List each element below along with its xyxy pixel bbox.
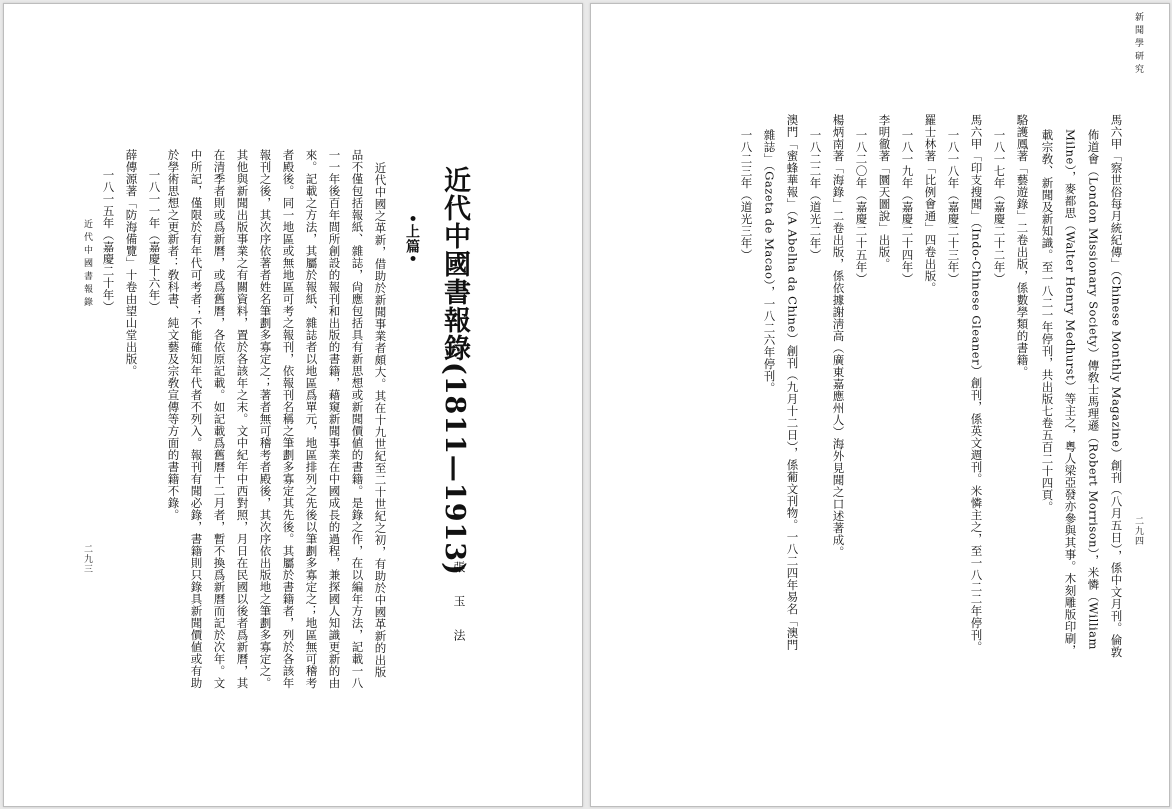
article-title: 近代中國書報錄(1811—1913) bbox=[439, 166, 470, 576]
intro-line: 中所記，僅限於有年代可考者；不能確知年代者不列入。報刊有聞必錄，書籍則只錄具新聞價値或有助 bbox=[189, 149, 204, 689]
intro-line: 報刊之後，其次序依著者姓名筆劃多寡定之；著者無可稽考者殿後，其次序依出版地之筆劃多寡定之。 bbox=[258, 149, 273, 689]
entry-line: 佈道會（London Missionary Society）傳敎士馬理遜（Robert Morrison），米憐（William bbox=[1086, 129, 1101, 650]
year-heading: 一八一七年（嘉慶二十二年） bbox=[992, 129, 1007, 285]
book-entry: 羅士林著「比例會通」四卷出版。 bbox=[923, 114, 938, 294]
entry-line: 馬六甲「印支搜聞」（Indo-Chinese Gleaner）創刊，係英文週刊。米憐主之，至一八二二年停刊。 bbox=[969, 114, 984, 654]
book-entry: 駱護鳳著「藝遊錄」二卷出版，係數學類的書籍。 bbox=[1015, 114, 1030, 378]
page-number: 二九三 bbox=[82, 544, 92, 574]
author-name: 張玉法 bbox=[452, 561, 466, 663]
entry-line: 雜誌」（Gazeta de Macao），一八二六年停刊。 bbox=[762, 129, 777, 394]
page-number: 二九四 bbox=[1133, 516, 1143, 546]
year-heading: 一八一九年（嘉慶二十四年） bbox=[900, 129, 915, 285]
entry-line: 澳門「蜜蜂華報」（A Abelha da Chine）創刊（九月十二日），係葡文刊物。一八二四年易名「澳門 bbox=[785, 114, 800, 651]
right-page bbox=[590, 3, 1170, 807]
year-heading: 一八一五年（嘉慶二十年） bbox=[101, 169, 116, 313]
intro-line: 在清季者則或爲新曆，或爲舊曆，各依原記載。如記載爲舊曆十二月者，暫不換爲新曆而記於次年。文 bbox=[212, 149, 227, 689]
intro-line: 其他與新聞出版事業之有關資料，置於各該年之末。文中紀年中西對照，月日在民國以後者爲新曆，其 bbox=[235, 149, 250, 689]
entry-line: Milne），麥都思（Walter Henry Medhurst）等主之，粵人梁亞發亦參與其事。木刻雕版印刷， bbox=[1063, 129, 1078, 657]
intro-line: 者殿後。同一地區或無地區可考之報刊，依報刊名稱之筆劃多寡定其先後。其屬於書籍者，列於各該年 bbox=[281, 149, 296, 689]
intro-line: 來。記載之方法，其屬於報紙、雜誌者以地區爲單元，地區排列之先後以筆劃多寡定之；地區無可稽考 bbox=[304, 149, 319, 689]
year-heading: 一八二二年（道光二年） bbox=[808, 129, 823, 261]
entry-line: 載宗敎、新聞及新知識。至一八二一年停刊，共出版七卷五百二十四頁。 bbox=[1040, 129, 1055, 513]
book-entry: 薛傳源著「防海備覽」十卷由望山堂出版。 bbox=[124, 149, 139, 377]
book-entry: 楊炳南著「海錄」二卷出版，係依據謝淸高（廣東嘉應州人）海外見聞之口述著成。 bbox=[831, 114, 846, 558]
running-head: 新聞學研究 bbox=[1133, 12, 1143, 77]
intro-line: 品不僅包括報紙、雜誌，尙應包括具有新思想或新聞價値的書籍。是錄之作，在以編年方法，記載一八 bbox=[350, 149, 365, 689]
year-heading: 一八一一年（嘉慶十六年） bbox=[147, 169, 162, 313]
year-heading: 一八二三年（道光三年） bbox=[739, 129, 754, 261]
year-heading: 一八二〇年（嘉慶二十五年） bbox=[854, 129, 869, 285]
entry-line: 馬六甲「察世俗每月統紀傳」（Chinese Monthly Magazine）創刊（八月五日），係中文月刊。倫敦 bbox=[1109, 114, 1124, 658]
running-head: 近代中國書報錄 bbox=[82, 219, 92, 310]
left-page bbox=[3, 3, 583, 807]
intro-line: 於學術思想之更新者：敎科書、純文藝及宗敎宣傳等方面的書籍不錄。 bbox=[166, 149, 181, 521]
section-heading: •上篇• bbox=[404, 214, 420, 264]
book-entry: 李明徹著「圜天圖說」出版。 bbox=[877, 114, 892, 270]
intro-line: 近代中國之革新，借助於新聞事業者頗大。其在十九世紀至二十世紀之初，有助於中國革新的出版 bbox=[373, 162, 388, 678]
intro-line: 一一年後百年間所創設的報刊和出版的書籍，藉窺新聞事業在中國成長的過程，兼探國人知識更新的由 bbox=[327, 149, 342, 689]
year-heading: 一八一八年（嘉慶二十三年） bbox=[946, 129, 961, 285]
